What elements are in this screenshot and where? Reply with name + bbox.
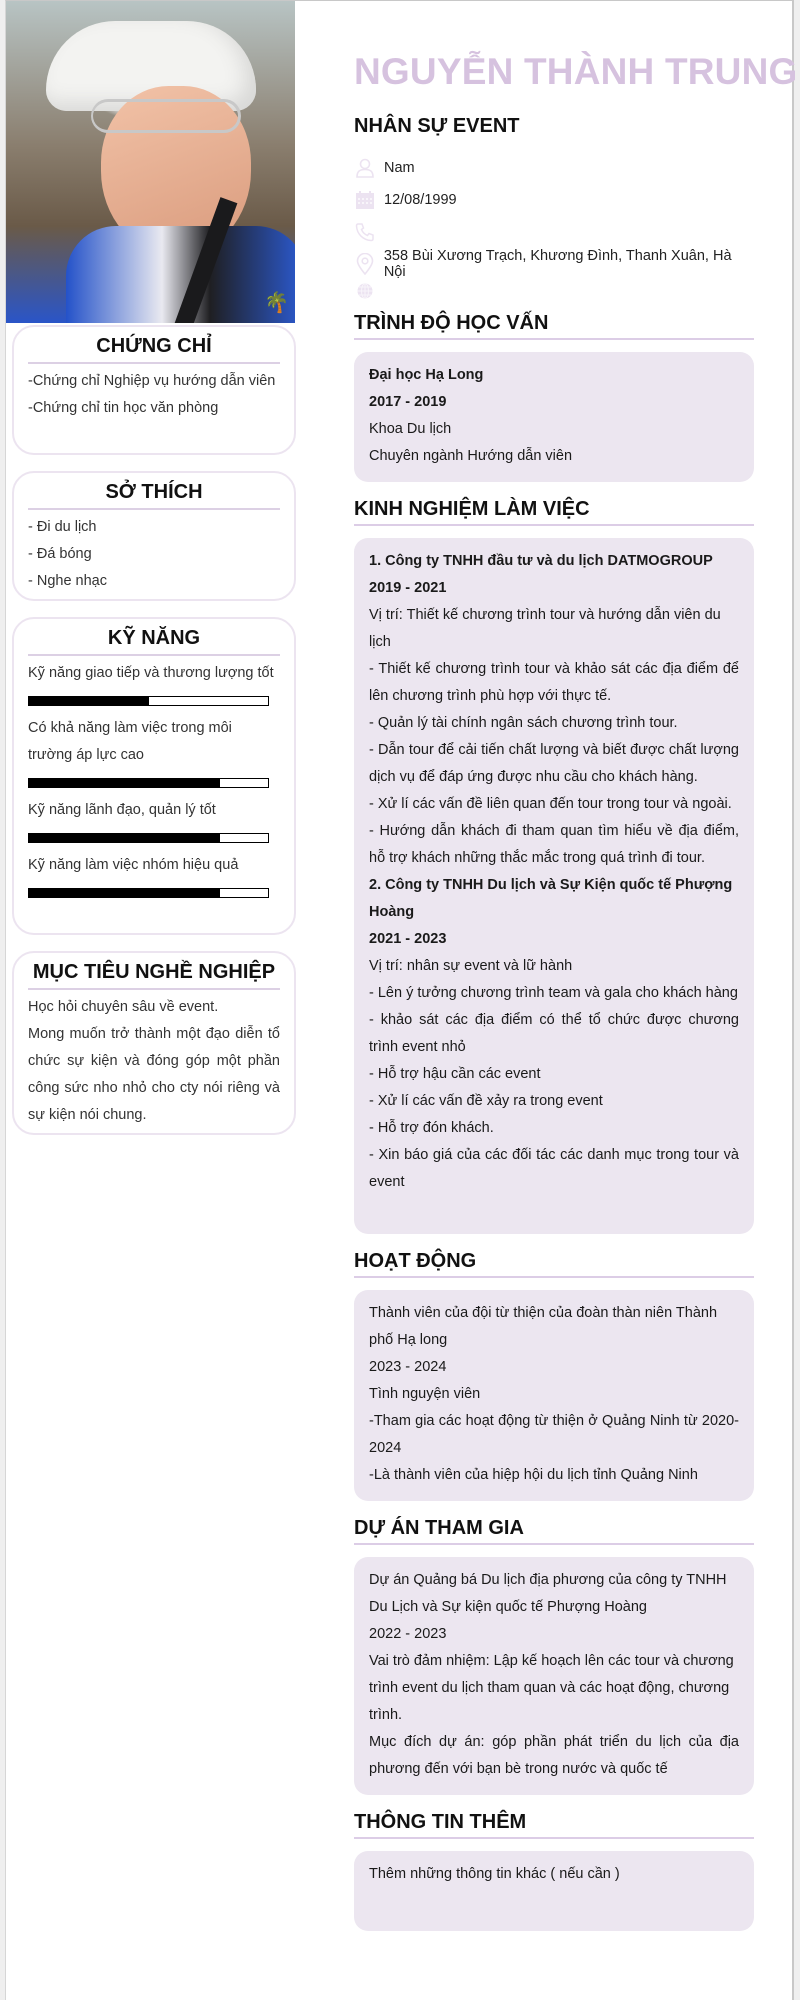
job-duty: - Quản lý tài chính ngân sách chương trình tour.: [369, 715, 678, 731]
school-name: Đại học Hạ Long: [369, 367, 484, 383]
candidate-name: NGUYỄN THÀNH TRUNG: [354, 51, 798, 92]
certificate-item: -Chứng chỉ Nghiệp vụ hướng dẫn viên: [28, 373, 276, 389]
skill-label: Có khả năng làm việc trong môi trường áp lực cao: [28, 720, 232, 763]
certificates-title: CHỨNG CHỈ: [28, 335, 280, 364]
job-position: Vị trí: Thiết kế chương trình tour và hướng dẫn viên du lịch: [369, 607, 721, 650]
skill-bar-fill: [29, 779, 220, 787]
job-company: 2. Công ty TNHH Du lịch và Sự Kiện quốc tế Phượng Hoàng: [369, 877, 733, 920]
activities-box: [354, 1290, 754, 1501]
extra-placeholder: Thêm những thông tin khác ( nếu cần ): [369, 1866, 620, 1882]
project-line: Dự án Quảng bá Du lịch địa phương của công ty TNHH Du Lịch và Sự kiện quốc tế Phượng Hoàng: [369, 1572, 727, 1615]
career-goal-line: Học hỏi chuyên sâu về event.: [28, 999, 219, 1015]
job-duty: - Xử lí các vấn đề xảy ra trong event: [369, 1093, 603, 1109]
activity-line: Thành viên của đội từ thiện của đoàn thàn niên Thành phố Hạ long: [369, 1305, 718, 1348]
contact-website: [354, 280, 754, 302]
gender-value: Nam: [384, 160, 415, 176]
certificates-card: [12, 325, 296, 455]
skill-label: Kỹ năng giao tiếp và thương lượng tốt: [28, 665, 274, 681]
profile-photo: [6, 1, 295, 323]
skill-bar: [28, 696, 269, 706]
extra-section: [354, 1811, 754, 1931]
skill-bar: [28, 833, 269, 843]
hobbies-card: [12, 471, 296, 601]
education-section: [354, 312, 754, 482]
education-box: [354, 352, 754, 482]
contact-address: [354, 248, 754, 280]
job-duty: - khảo sát các địa điểm có thể tổ chức được chương trình event nhỏ: [369, 1012, 739, 1055]
activities-section: [354, 1250, 754, 1501]
candidate-role: NHÂN SỰ EVENT: [354, 115, 520, 137]
activity-line: 2023 - 2024: [369, 1359, 447, 1375]
job-duty: - Dẫn tour để cải tiến chất lượng và biết được chất lượng dịch vụ để đáp ứng được nhu cầu cho khách hàng.: [369, 742, 739, 785]
projects-title: DỰ ÁN THAM GIA: [354, 1517, 754, 1545]
skills-title: KỸ NĂNG: [28, 627, 280, 656]
calendar-icon: [354, 189, 376, 211]
birthdate-value: 12/08/1999: [384, 192, 457, 208]
project-line: Mục đích dự án: góp phần phát triển du lịch của địa phương đến với bạn bè trong nước và quốc tế: [369, 1734, 739, 1777]
hobby-item: - Đi du lịch: [28, 519, 97, 535]
job-duty: - Thiết kế chương trình tour và khảo sát các địa điểm để lên chương trình phù hợp với thực tế.: [369, 661, 739, 704]
contact-phone: [354, 216, 754, 248]
job-duty: - Xử lí các vấn đề liên quan đến tour trong tour và ngoài.: [369, 796, 732, 812]
left-column: [6, 1, 300, 1135]
right-column: [354, 1, 798, 1931]
job-company: 1. Công ty TNHH đầu tư và du lịch DATMOGROUP: [369, 553, 713, 569]
career-goal-title: MỤC TIÊU NGHỀ NGHIỆP: [28, 961, 280, 990]
project-line: Vai trò đảm nhiệm: Lập kế hoạch lên các tour và chương trình event du lịch tham quan và các hoạt động, chương trình.: [369, 1653, 734, 1723]
project-line: 2022 - 2023: [369, 1626, 447, 1642]
address-value: 358 Bùi Xương Trạch, Khương Đình, Thanh Xuân, Hà Nội: [383, 248, 732, 280]
activity-line: -Tham gia các hoạt động từ thiện ở Quảng Ninh từ 2020-2024: [369, 1413, 739, 1456]
job-duty: - Hướng dẫn khách đi tham quan tìm hiểu về địa điểm, hỗ trợ khách những thắc mắc trong quá trình đi tour.: [369, 823, 739, 866]
hobby-item: - Đá bóng: [28, 546, 92, 562]
phone-icon: [354, 221, 376, 243]
career-goal-line: Mong muốn trở thành một đạo diễn tổ chức sự kiện và đóng góp một phần công sức nho nhỏ cho cty nói riêng và sự kiện nói chung.: [28, 1026, 280, 1123]
activity-line: Tình nguyện viên: [369, 1386, 481, 1402]
skill-label: Kỹ năng làm việc nhóm hiệu quả: [28, 857, 239, 873]
skill-bar-fill: [29, 834, 220, 842]
career-goal-card: [12, 951, 296, 1135]
activities-title: HOẠT ĐỘNG: [354, 1250, 754, 1278]
skill-bar: [28, 778, 269, 788]
experience-title: KINH NGHIỆM LÀM VIỆC: [354, 498, 754, 526]
globe-icon: [354, 280, 376, 302]
skill-bar-fill: [29, 889, 220, 897]
projects-section: [354, 1517, 754, 1795]
skill-bar: [28, 888, 269, 898]
education-title: TRÌNH ĐỘ HỌC VẤN: [354, 312, 754, 340]
extra-box: [354, 1851, 754, 1931]
extra-title: THÔNG TIN THÊM: [354, 1811, 754, 1839]
job-period: 2019 - 2021: [369, 580, 447, 596]
job-duty: - Hỗ trợ đón khách.: [369, 1120, 494, 1136]
contact-list: [354, 152, 754, 302]
job-position: Vị trí: nhân sự event và lữ hành: [369, 958, 573, 974]
experience-box: [354, 538, 754, 1234]
location-pin-icon: [354, 253, 376, 275]
projects-box: [354, 1557, 754, 1795]
hobbies-title: SỞ THÍCH: [28, 481, 280, 510]
palm-logo-icon: 🌴: [264, 292, 289, 314]
skills-card: [12, 617, 296, 935]
major: Chuyên ngành Hướng dẫn viên: [369, 448, 573, 464]
education-period: 2017 - 2019: [369, 394, 447, 410]
certificate-item: -Chứng chỉ tin học văn phòng: [28, 400, 219, 416]
skill-bar-fill: [29, 697, 149, 705]
cv-page: [5, 0, 798, 2000]
contact-gender: [354, 152, 754, 184]
job-period: 2021 - 2023: [369, 931, 447, 947]
job-duty: - Lên ý tưởng chương trình team và gala cho khách hàng: [369, 985, 738, 1001]
person-icon: [354, 157, 376, 179]
glasses-shape: [91, 99, 241, 133]
activity-line: -Là thành viên của hiệp hội du lịch tỉnh Quảng Ninh: [369, 1467, 698, 1483]
skill-label: Kỹ năng lãnh đạo, quản lý tốt: [28, 802, 216, 818]
job-duty: - Hỗ trợ hậu cần các event: [369, 1066, 541, 1082]
job-duty: - Xin báo giá của các đối tác các danh mục trong tour và event: [369, 1147, 739, 1190]
contact-birthdate: [354, 184, 754, 216]
hobby-item: - Nghe nhạc: [28, 573, 107, 589]
experience-section: [354, 498, 754, 1234]
faculty: Khoa Du lịch: [369, 421, 452, 437]
